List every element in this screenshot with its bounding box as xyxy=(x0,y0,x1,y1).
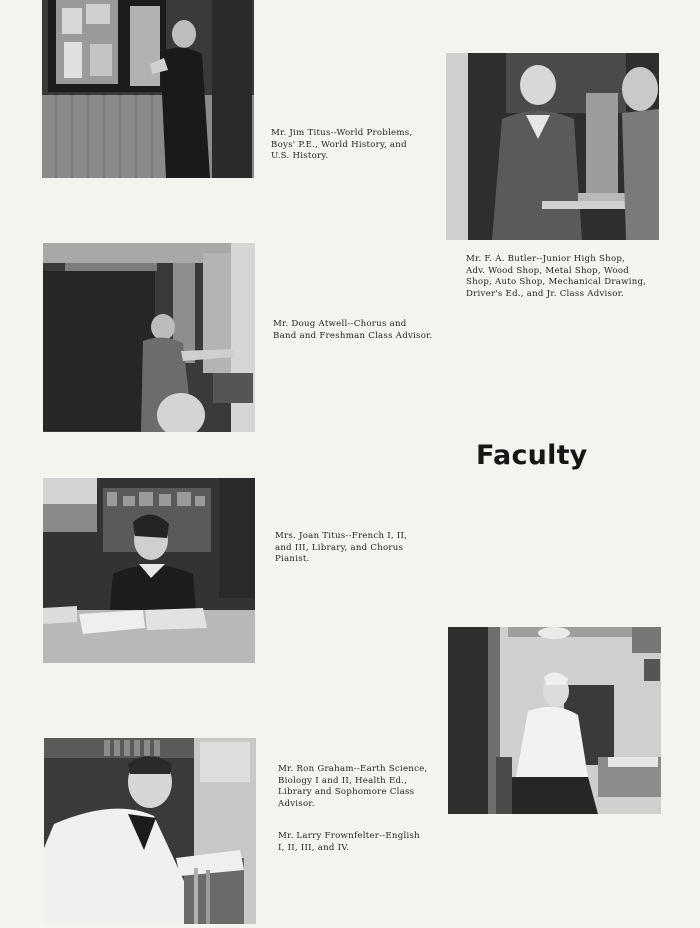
butler-caption: Mr. F. A. Butler--Junior High Shop, Adv. Wood Shop, Metal Shop, Wood Shop, Auto Shop, Mechanical Drawing, Driver's Ed., and Jr. Class Advisor. xyxy=(466,254,647,299)
atwell-caption: Mr. Doug Atwell--Chorus and Band and Freshman Class Advisor. xyxy=(273,319,433,341)
butler-photo xyxy=(446,53,659,240)
frownfelter-photo xyxy=(448,627,661,814)
section-heading: Faculty xyxy=(476,440,588,471)
jim-titus-photo xyxy=(42,0,254,178)
joan-titus-caption: Mrs. Joan Titus--French I, II, and III, Library, and Chorus Pianist. xyxy=(275,531,408,565)
graham-caption: Mr. Ron Graham--Earth Science, Biology I and II, Health Ed., Library and Sophomore Class Advisor. xyxy=(278,764,428,809)
joan-titus-photo xyxy=(43,478,255,663)
atwell-photo xyxy=(43,243,255,432)
jim-titus-caption: Mr. Jim Titus--World Problems, Boys' P.E., World History, and U.S. History. xyxy=(271,128,413,162)
frownfelter-caption: Mr. Larry Frownfelter--English I, II, III, and IV. xyxy=(278,831,420,853)
graham-photo xyxy=(44,738,256,924)
